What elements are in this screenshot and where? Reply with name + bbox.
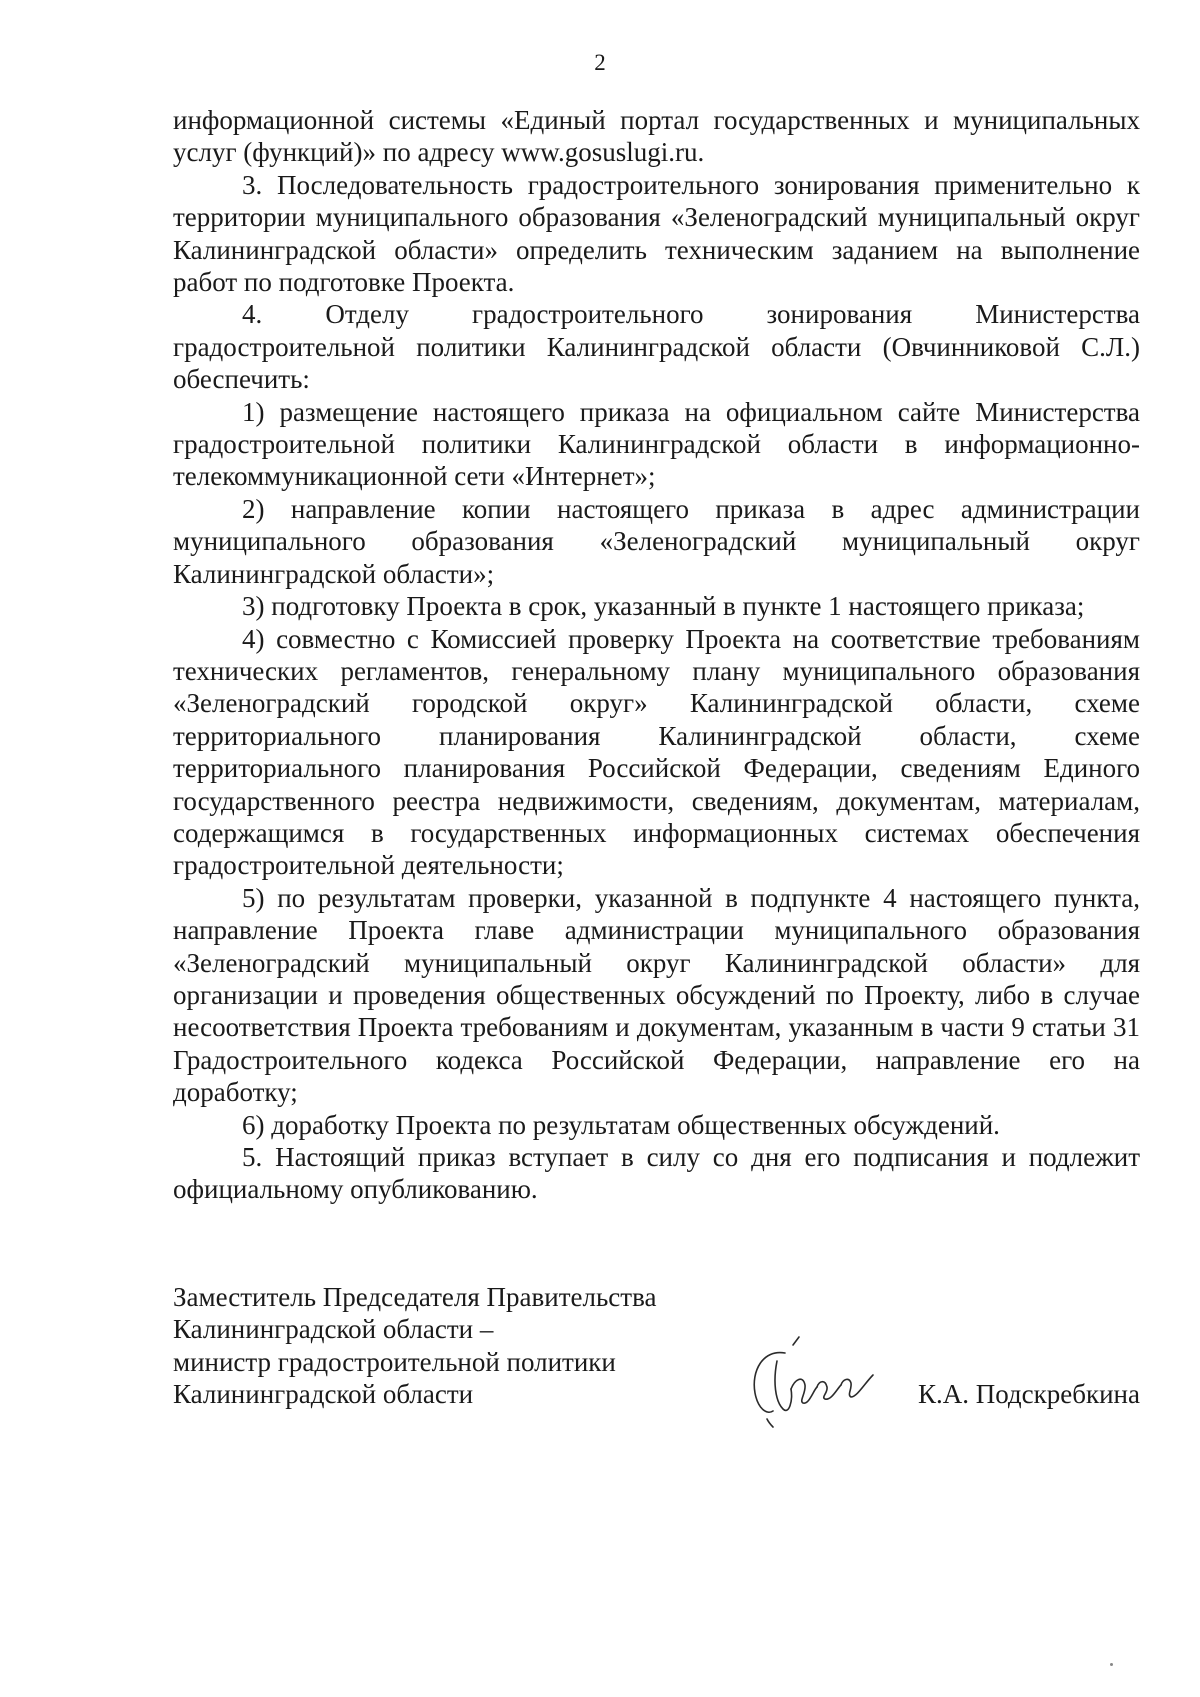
page-number: 2 xyxy=(594,50,606,75)
signature-block xyxy=(173,1281,1140,1431)
paragraph-portal-continuation: информационной системы «Единый портал государственных и муниципальных услуг (функций)» по адресу www.gosuslugi.ru. xyxy=(173,105,1140,168)
paragraph-item-4: 4. Отделу градостроительного зонирования Министерства градостроительной политики Калининградской области (Овчинниковой С.Л.) обеспечить: xyxy=(173,299,1140,395)
subitem-3: 3) подготовку Проекта в срок, указанный в пункте 1 настоящего приказа; xyxy=(242,591,1085,622)
signer-title-line: Калининградской области xyxy=(173,1379,474,1410)
scan-speck-decoration xyxy=(1110,1663,1113,1666)
handwritten-signature xyxy=(733,1331,883,1431)
subitem-4: 4) совместно с Комиссией проверку Проекта на соответствие требованиям технических регламентов, генеральному плану муниципального образования «Зеленоградский городской округ» Калининградской области, схеме территориального планирования Калининградской области, схеме территориального планирования Российской Федерации, сведениям Единого государственного реестра недвижимости, сведениям, документам, материалам, содержащимся в государственных информационных системах обеспечения градостроительной деятельности; xyxy=(173,623,1140,881)
signer-title-line: министр градостроительной политики xyxy=(173,1346,616,1377)
subitem-5: 5) по результатам проверки, указанной в подпункте 4 настоящего пункта, направление Проекта главе администрации муниципального образования «Зеленоградский муниципальный округ Калининградской области» для организации и проведения общественных обсуждений по Проекту, либо в случае несоответствия Проекта требованиям и документам, указанным в части 9 статьи 31 Градостроительного кодекса Российской Федерации, направление его на доработку; xyxy=(173,882,1140,1108)
signer-title-line: Заместитель Председателя Правительства xyxy=(173,1282,657,1312)
document-body xyxy=(173,104,1140,1206)
signer-name: К.А. Подскребкина xyxy=(917,1379,1140,1409)
paragraph-item-5: 5. Настоящий приказ вступает в силу со дня его подписания и подлежит официальному опубликованию. xyxy=(173,1142,1140,1205)
subitem-6: 6) доработку Проекта по результатам общественных обсуждений. xyxy=(242,1109,1000,1140)
paragraph-item-3: 3. Последовательность градостроительного зонирования применительно к территории муниципального образования «Зеленоградский муниципальный округ Калининградской области» определить техническим заданием на выполнение работ по подготовке Проекта. xyxy=(173,169,1140,298)
subitem-2: 2) направление копии настоящего приказа в адрес администрации муниципального образования «Зеленоградский муниципальный округ Калининградской области»; xyxy=(173,493,1140,589)
subitem-1: 1) размещение настоящего приказа на официальном сайте Министерства градостроительной политики Калининградской области в информационно-телекоммуникационной сети «Интернет»; xyxy=(173,396,1140,492)
signer-title-line: Калининградской области – xyxy=(173,1314,494,1345)
